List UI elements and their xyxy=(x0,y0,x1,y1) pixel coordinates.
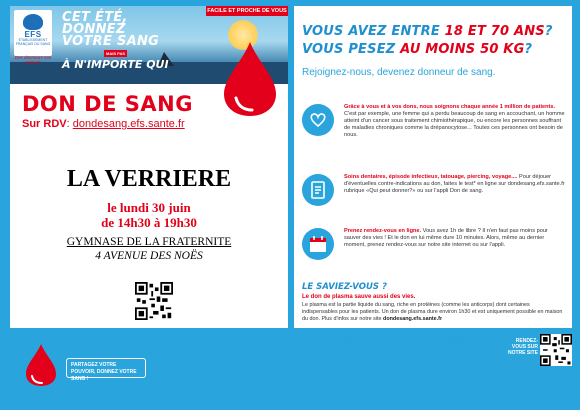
info-text-appointment xyxy=(344,228,566,249)
age-question xyxy=(302,24,553,39)
heart-hands-icon xyxy=(302,104,334,136)
hero-title-line2: DONNEZ xyxy=(62,22,126,37)
info-text-eligibility xyxy=(344,174,566,195)
hero-title xyxy=(62,12,159,48)
efs-logo-icon xyxy=(23,14,43,30)
join-tagline: Rejoignez-nous, devenez donneur de sang. xyxy=(302,67,496,78)
weight-question-mark: ? xyxy=(524,42,533,57)
checklist-icon xyxy=(302,174,334,206)
efs-logo-subtitle: ÉTABLISSEMENT FRANÇAIS DU SANG xyxy=(15,38,51,46)
event-address: 4 AVENUE DES NOËS xyxy=(95,250,203,262)
weight-question xyxy=(302,42,532,57)
blood-drop-small-icon xyxy=(24,342,58,388)
footer-band xyxy=(0,328,580,410)
rdv-separator: : xyxy=(66,118,73,130)
share-callout: PARTAGEZ VOTRE POUVOIR, DONNEZ VOTRE SANG ! xyxy=(66,358,146,378)
info-body-eligibility: Pour déjouer d'éventuelles contre-indications au don, faites le test* en ligne sur dondesang.efs.sante.fr rubrique «Qui peut donner?» ou sur l'appli Don de sang. xyxy=(344,174,565,194)
age-question-text: VOUS AVEZ ENTRE xyxy=(302,24,445,39)
blood-drop-icon xyxy=(222,40,278,118)
did-you-know-text xyxy=(302,302,566,323)
site-callout: RENDEZ-VOUS SUR NOTRE SITE xyxy=(507,338,538,356)
event-poster-panel xyxy=(10,6,288,328)
event-time: de 14h30 à 19h30 xyxy=(101,215,197,230)
hero-title-line3: VOTRE SANG xyxy=(62,34,160,49)
efs-logo-text: EFS xyxy=(24,30,42,39)
weight-min: AU MOINS 50 KG xyxy=(400,42,525,57)
info-highlight-patients: Grâce à vous et à vos dons, nous soignons chaque année 1 million de patients. xyxy=(344,104,556,110)
did-you-know-body: Le plasma est la partie liquide du sang, riche en protéines (comme les anticorps) dont certaines indispensables pour les patients. Un don de plasma dure environ 1h30 et est uniquement possible en maison du don. Plus d'infos sur notre site xyxy=(302,302,563,322)
disclaimer-note: *Attention ce test est à titre indicatif. Il ne remplace pas l'entretien préalable au don xyxy=(318,336,483,341)
efs-tagline: Des donneurs nos patients xyxy=(14,55,52,65)
age-question-mark: ? xyxy=(544,24,553,39)
promo-banner: FACILE ET PROCHE DE VOUS xyxy=(207,8,287,14)
info-panel xyxy=(294,6,572,328)
page-title: DON DE SANG xyxy=(22,92,193,116)
calendar-icon xyxy=(302,228,334,260)
hero-badge: MAIS PAS xyxy=(106,51,126,56)
age-range: 18 ET 70 ANS xyxy=(444,24,545,39)
info-highlight-eligibility: Soins dentaires, épisode infectieux, tatouage, piercing, voyage.... xyxy=(344,174,518,180)
info-body-patients: C'est par exemple, une femme qui a perdu beaucoup de sang en accouchant, un homme atteint d'un cancer sous traitement chimiothérapique, ou encore les personnes souffrant de maladies chroniques comme la drépanocytose... Toutes ces personnes ont besoin de nous. xyxy=(344,111,565,138)
appointment-line xyxy=(22,118,185,130)
event-venue: GYMNASE DE LA FRATERNITE xyxy=(66,236,232,248)
did-you-know-title: LE SAVIEZ-VOUS ? xyxy=(302,282,387,292)
rdv-label: Sur RDV xyxy=(22,118,67,130)
efs-logo xyxy=(14,10,52,56)
hero-title-line1: CET ÉTÉ, xyxy=(62,10,128,25)
qr-code-site-icon[interactable] xyxy=(540,334,572,366)
event-city: LA VERRIERE xyxy=(66,166,232,192)
rdv-link[interactable]: dondesang.efs.sante.fr xyxy=(72,118,185,130)
weight-question-text: VOUS PESEZ xyxy=(302,42,401,57)
info-text-patients xyxy=(344,104,566,139)
info-highlight-appointment: Prenez rendez-vous en ligne. xyxy=(344,228,422,234)
did-you-know-link[interactable]: dondesang.efs.sante.fr xyxy=(383,316,443,322)
hero-subtitle: À N'IMPORTE QUI xyxy=(62,58,169,71)
qr-code-icon[interactable] xyxy=(135,282,173,320)
info-body-appointment: Vous avez 1h de libre ? Il n'en faut pas moins pour sauver des vies ! Et le don en lui même dure 10 minutes. Alors, même au dernier moment, prenez rendez-vous sur notre site internet ou sur l'appli. xyxy=(344,228,548,248)
event-date: le lundi 30 juin xyxy=(107,200,191,215)
did-you-know-subtitle: Le don de plasma sauve aussi des vies. xyxy=(302,294,416,300)
